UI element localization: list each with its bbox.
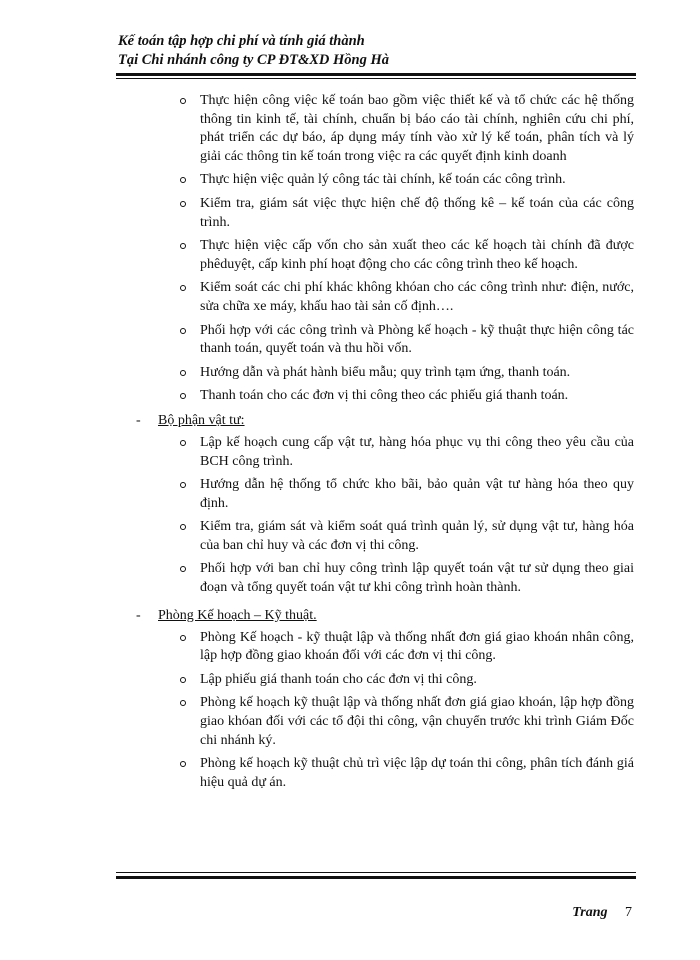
list-item (136, 434, 634, 471)
circle-bullet-icon (180, 566, 186, 572)
materials-duties-list (136, 434, 634, 598)
list-item-text: Phối hợp với các công trình và Phòng kế hoạch - kỹ thuật thực hiện công tác thanh toán, quyết toán và thu hồi vốn. (200, 322, 634, 357)
list-item-text: Kiểm soát các chi phí khác không khóan cho các công trình như: điện, nước, sửa chữa xe máy, khấu hao tài sản cố định…. (200, 280, 634, 314)
circle-bullet-icon (180, 285, 186, 291)
list-item-text: Hướng dẫn hệ thống tổ chức kho bãi, bảo quản vật tư hàng hóa theo quy định. (200, 477, 634, 511)
accounting-duties-list (136, 92, 634, 406)
circle-bullet-icon (180, 635, 186, 641)
list-item-text: Hướng dẫn và phát hành biểu mẫu; quy trình tạm ứng, thanh toán. (200, 364, 571, 380)
page-header (118, 32, 638, 70)
list-item-text: Phối hợp với ban chỉ huy công trình lập quyết toán vật tư sử dụng theo giai đoạn và tổng quyết toán vật tư khi công trình hoàn thành. (200, 561, 634, 596)
list-item (136, 195, 634, 232)
list-item (136, 518, 634, 555)
circle-bullet-icon (180, 177, 186, 183)
footer-rule-thick (116, 876, 636, 879)
section-materials (136, 411, 634, 598)
list-item-text: Lập kế hoạch cung cấp vật tư, hàng hóa phục vụ thi công theo yêu cầu của BCH công trình. (200, 434, 634, 469)
list-item (136, 364, 634, 383)
list-item (136, 279, 634, 316)
header-rule-thick (116, 73, 636, 76)
dash-bullet: - (136, 412, 141, 428)
circle-bullet-icon (180, 370, 186, 376)
list-item (136, 755, 634, 792)
list-item-text: Phòng kế hoạch kỹ thuật lập và thống nhất đơn giá giao khoán, lập hợp đồng giao khóan đối với các tổ đội thi công, vận chuyển trước khi trình Giám Đốc chi nhánh ký. (200, 695, 634, 748)
section-heading-text: Bộ phận vật tư: (158, 412, 245, 428)
header-title-line-1: Kế toán tập hợp chi phí và tính giá thành (118, 33, 365, 49)
circle-bullet-icon (180, 328, 186, 334)
circle-bullet-icon (180, 482, 186, 488)
list-item-text: Thực hiện công việc kế toán bao gồm việc thiết kế và tổ chức các hệ thống thông tin kinh tế, tài chính, chuẩn bị báo cáo tài chính, nghiên cứu chi phí, phát triển các dự báo, áp dụng máy tính vào xử lý kế toán, phân tích và lý giải các thông tin kế toán trong việc ra các quyết định kinh doanh (200, 93, 634, 164)
page-number: 7 (625, 905, 632, 920)
circle-bullet-icon (180, 677, 186, 683)
page-footer (572, 905, 632, 921)
list-item (136, 629, 634, 666)
circle-bullet-icon (180, 440, 186, 446)
section-heading (136, 606, 634, 625)
list-item-text: Lập phiếu giá thanh toán cho các đơn vị thi công. (200, 671, 477, 687)
circle-bullet-icon (180, 98, 186, 104)
section-heading-text: Phòng Kế hoạch – Kỹ thuật. (158, 607, 317, 623)
header-title-line-2: Tại Chi nhánh công ty CP ĐT&XD Hồng Hà (118, 52, 389, 68)
list-item (136, 387, 634, 406)
section-heading (136, 411, 634, 430)
circle-bullet-icon (180, 243, 186, 249)
list-item-text: Phòng Kế hoạch - kỹ thuật lập và thống nhất đơn giá giao khoán nhân công, lập hợp đồng giao khoán đối với các đơn vị thi công. (200, 629, 634, 664)
list-item (136, 322, 634, 359)
list-item (136, 560, 634, 597)
document-body (136, 92, 634, 800)
list-item-text: Kiểm tra, giám sát và kiểm soát quá trình quản lý, sử dụng vật tư, hàng hóa của ban chỉ huy và các đơn vị thi công. (200, 519, 634, 553)
list-item-text: Phòng kế hoạch kỹ thuật chủ trì việc lập dự toán thi công, phân tích đánh giá hiệu quả dự án. (200, 756, 634, 790)
footer-rule-thin (116, 872, 636, 873)
dash-bullet: - (136, 607, 141, 623)
circle-bullet-icon (180, 393, 186, 399)
list-item-text: Thanh toán cho các đơn vị thi công theo các phiếu giá thanh toán. (200, 388, 569, 404)
list-item-text: Thực hiện việc quản lý công tác tài chính, kế toán các công trình. (200, 172, 566, 188)
list-item-text: Kiểm tra, giám sát việc thực hiện chế độ thống kê – kế toán của các công trình. (200, 195, 634, 230)
section-planning-technical (136, 606, 634, 793)
list-item (136, 476, 634, 513)
list-item (136, 671, 634, 690)
list-item-text: Thực hiện việc cấp vốn cho sản xuất theo các kế hoạch tài chính đã được phêduyệt, cấp kinh phí hoạt động cho các công trình theo kế hoạch. (200, 238, 634, 272)
page-label: Trang (572, 905, 608, 920)
circle-bullet-icon (180, 700, 186, 706)
planning-duties-list (136, 629, 634, 793)
list-item (136, 171, 634, 190)
circle-bullet-icon (180, 761, 186, 767)
list-item (136, 92, 634, 166)
header-rule-thin (116, 78, 636, 79)
list-item (136, 237, 634, 274)
list-item (136, 694, 634, 750)
circle-bullet-icon (180, 201, 186, 207)
circle-bullet-icon (180, 524, 186, 530)
